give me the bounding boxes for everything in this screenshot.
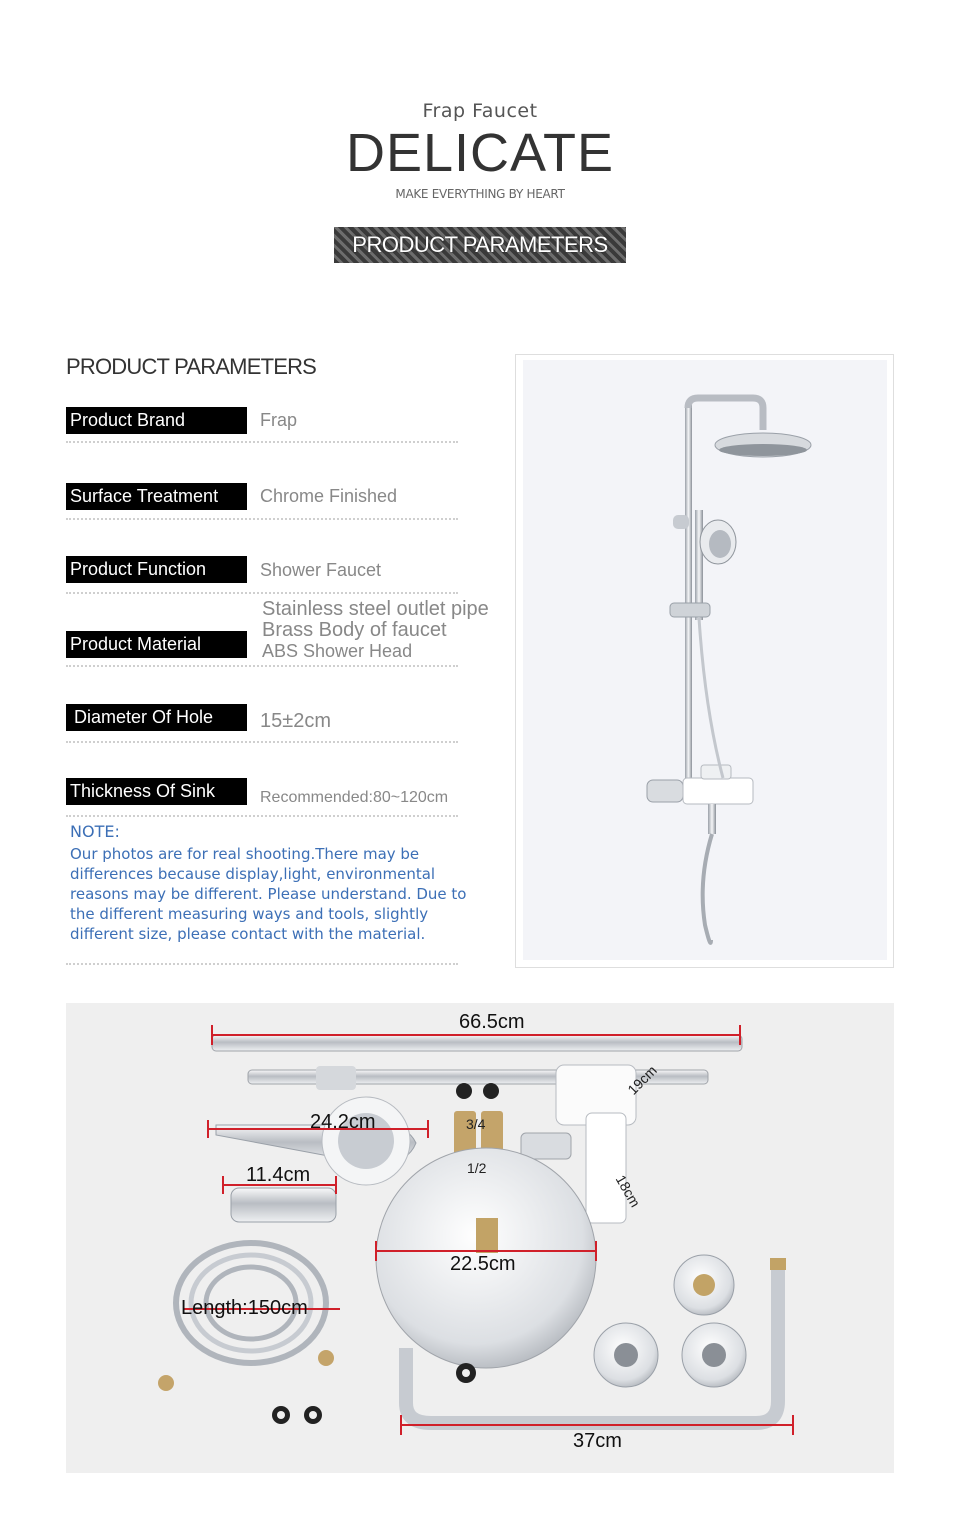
param-label-brand: Product Brand xyxy=(66,407,247,434)
product-photo xyxy=(523,360,887,960)
dim-arm-length: 37cm xyxy=(573,1430,622,1452)
note-title: NOTE: xyxy=(70,822,120,841)
divider xyxy=(66,741,458,743)
divider xyxy=(66,518,458,520)
param-label-function: Product Function xyxy=(66,556,247,583)
divider xyxy=(66,815,458,817)
parts-image xyxy=(66,1003,894,1473)
divider xyxy=(66,665,458,667)
param-label-material: Product Material xyxy=(66,631,247,658)
dim-holder-length: 11.4cm xyxy=(246,1164,311,1186)
material-line: Stainless steel outlet pipe xyxy=(262,598,489,620)
divider xyxy=(66,963,458,965)
dimensions-panel xyxy=(66,1003,894,1473)
dim-fitting-bottom: 1/2 xyxy=(467,1160,487,1176)
dim-mixer-width: 19cm xyxy=(624,1062,660,1098)
dim-mixer-height: 18cm xyxy=(612,1172,644,1210)
dim-hose-length: Length:150cm xyxy=(181,1297,308,1319)
dim-handheld-length: 24.2cm xyxy=(310,1111,376,1133)
param-value-sink: Recommended:80~120cm xyxy=(260,789,449,806)
hero-title: DELICATE xyxy=(345,123,615,183)
divider xyxy=(66,441,458,443)
section-banner: PRODUCT PARAMETERS xyxy=(334,227,626,263)
param-value-function: Shower Faucet xyxy=(260,560,382,580)
param-label-sink: Thickness Of Sink xyxy=(66,778,247,805)
param-label-surface: Surface Treatment xyxy=(66,483,247,510)
params-title: PRODUCT PARAMETERS xyxy=(66,354,317,379)
note-text: Our photos are for real shooting.There may be differences because display,light, environmental reasons may be different. Please understand. Due to the different measuring ways and tools, slightly different size, please contact with the material. xyxy=(70,845,467,943)
param-label-hole: Diameter Of Hole xyxy=(66,704,247,731)
material-line: ABS Shower Head xyxy=(262,641,413,661)
dim-head-diameter: 22.5cm xyxy=(450,1253,516,1275)
param-value-surface: Chrome Finished xyxy=(260,486,398,506)
divider xyxy=(66,592,458,594)
param-value-material xyxy=(262,599,489,662)
dim-bar-length: 66.5cm xyxy=(459,1011,525,1033)
shower-set-image xyxy=(523,360,887,960)
brand-name: Frap Faucet xyxy=(422,100,538,122)
dim-fitting-top: 3/4 xyxy=(466,1116,486,1132)
tagline: MAKE EVERYTHING BY HEART xyxy=(395,187,565,201)
param-value-hole: 15±2cm xyxy=(260,710,332,732)
material-line: Brass Body of faucet xyxy=(262,619,447,641)
param-value-brand: Frap xyxy=(260,410,298,430)
